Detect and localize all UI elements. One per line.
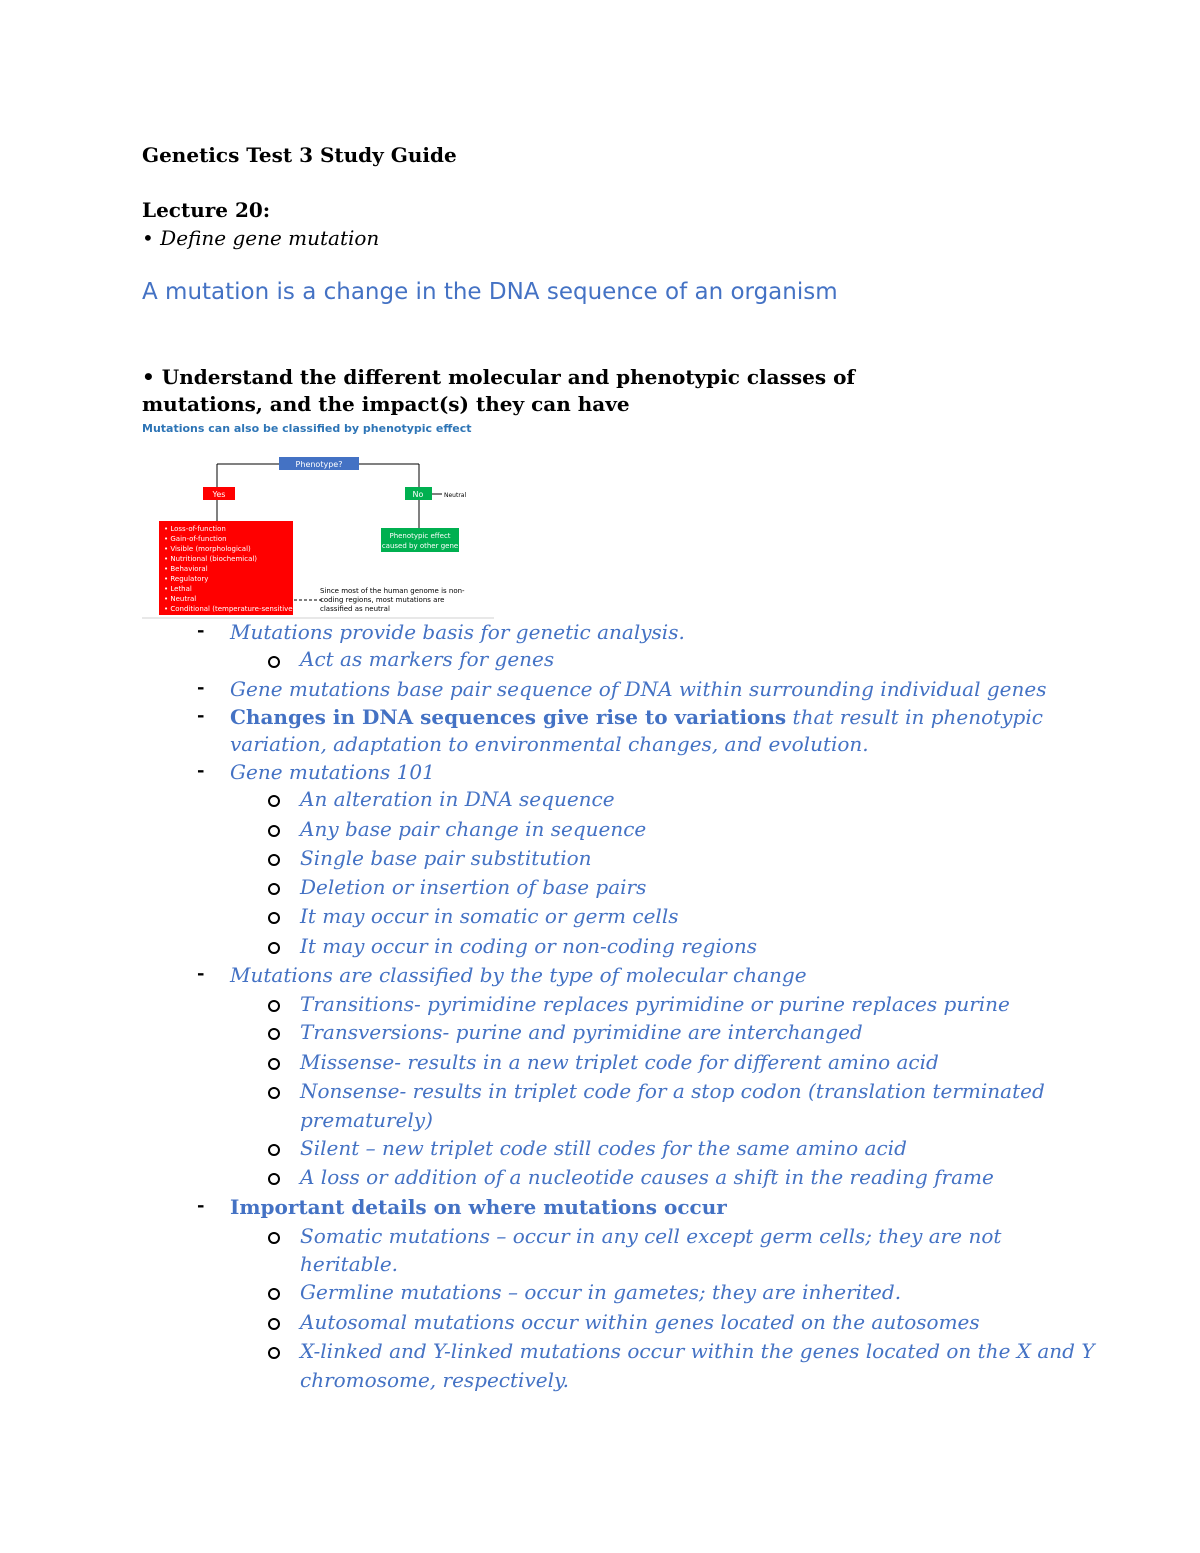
no-result-line-1: Phenotypic effect (389, 532, 451, 540)
bullet-nonsense-line-2: prematurely) (300, 1108, 433, 1132)
bullet-transversions: Transversions- purine and pyrimidine are interchanged (300, 1020, 863, 1044)
bullet-frameshift: A loss or addition of a nucleotide causes a shift in the reading frame (300, 1165, 994, 1189)
circle-bullet (268, 656, 280, 668)
bullet-transitions: Transitions- pyrimidine replaces pyrimidine or purine replaces purine (300, 992, 1010, 1016)
circle-bullet (268, 912, 280, 924)
circle-bullet (268, 1288, 280, 1300)
note-line-1: Since most of the human genome is non- (320, 587, 465, 595)
bullet-somatic-line-2: heritable. (300, 1252, 399, 1276)
dash-bullet: - (197, 677, 205, 698)
yes-class-item: • Loss-of-function (164, 525, 226, 533)
yes-label: Yes (212, 490, 226, 499)
circle-bullet (268, 795, 280, 807)
dash-bullet: - (197, 963, 205, 984)
dash-bullet: - (197, 620, 205, 641)
circle-bullet (268, 883, 280, 895)
definition-answer: A mutation is a change in the DNA sequence of an organism (142, 279, 838, 305)
bullet-nonsense: Nonsense- results in triplet code for a stop codon (translation terminated (300, 1079, 1045, 1103)
bullet-missense: Missense- results in a new triplet code for different amino acid (300, 1050, 939, 1074)
circle-bullet (268, 942, 280, 954)
bullet-base-pair-sequence: Gene mutations base pair sequence of DNA within surrounding individual genes (230, 677, 1047, 701)
no-result-line-2: caused by other gene (381, 542, 459, 550)
lecture-heading: Lecture 20: (142, 198, 271, 222)
yes-class-item: • Lethal (164, 585, 192, 593)
doc-title: Genetics Test 3 Study Guide (142, 143, 457, 167)
bullet-any-change: Any base pair change in sequence (300, 817, 647, 841)
note-line-3: classified as neutral (320, 605, 390, 613)
dash-bullet: - (197, 705, 205, 726)
bullet-markers: Act as markers for genes (300, 647, 555, 671)
yes-class-item: • Regulatory (164, 575, 209, 583)
bullet-coding-regions: It may occur in coding or non-coding regions (300, 934, 757, 958)
no-label: No (412, 490, 424, 499)
variations-strong: Changes in DNA sequences give rise to variations (230, 705, 787, 729)
circle-bullet (268, 825, 280, 837)
root-label: Phenotype? (295, 460, 343, 469)
understand-line-2: mutations, and the impact(s) they can have (142, 392, 630, 416)
dash-bullet: - (197, 760, 205, 781)
neutral-side-label: Neutral (444, 492, 467, 499)
bullet-germline: Germline mutations – occur in gametes; they are inherited. (300, 1280, 902, 1304)
circle-bullet (268, 1173, 280, 1185)
note-line-2: coding regions, most mutations are (320, 596, 445, 604)
bullet-somatic-germ: It may occur in somatic or germ cells (300, 904, 679, 928)
bullet-variations-line-2: variation, adaptation to environmental changes, and evolution. (230, 732, 869, 756)
yes-class-item: • Gain-of-function (164, 535, 227, 543)
bullet-where-occur (230, 1193, 727, 1221)
circle-bullet (268, 1087, 280, 1099)
yes-class-item: • Behavioral (164, 565, 208, 573)
circle-bullet (268, 1232, 280, 1244)
circle-bullet (268, 1000, 280, 1012)
circle-bullet (268, 1028, 280, 1040)
understand-prompt (142, 364, 862, 418)
bullet-autosomal: Autosomal mutations occur within genes located on the autosomes (300, 1310, 980, 1334)
bullet-x-y-linked-line-2: chromosome, respectively. (300, 1368, 569, 1392)
variations-rest: that result in phenotypic (786, 705, 1043, 729)
circle-bullet (268, 854, 280, 866)
circle-bullet (268, 1144, 280, 1156)
bullet-classified: Mutations are classified by the type of molecular change (230, 963, 807, 987)
circle-bullet (268, 1347, 280, 1359)
bullet-basis: Mutations provide basis for genetic analysis. (230, 620, 685, 644)
bullet-somatic: Somatic mutations – occur in any cell except germ cells; they are not (300, 1224, 1002, 1248)
bullet-101: Gene mutations 101 (230, 760, 435, 784)
dash-bullet: - (197, 1195, 205, 1216)
circle-bullet (268, 1318, 280, 1330)
yes-class-item: • Conditional (temperature-sensitive) (164, 605, 296, 613)
bullet-alteration: An alteration in DNA sequence (300, 787, 615, 811)
circle-bullet (268, 1058, 280, 1070)
bullet-x-y-linked: X-linked and Y-linked mutations occur within the genes located on the X and Y (300, 1339, 1095, 1363)
bullet-variations (230, 703, 1043, 731)
figure-caption: Mutations can also be classified by phenotypic effect (142, 422, 472, 435)
bullet-single-substitution: Single base pair substitution (300, 846, 592, 870)
yes-class-item: • Neutral (164, 595, 197, 603)
where-occur-strong: Important details on where mutations occur (230, 1195, 727, 1219)
bullet-deletion-insertion: Deletion or insertion of base pairs (300, 875, 647, 899)
bullet-silent: Silent – new triplet code still codes for the same amino acid (300, 1136, 907, 1160)
yes-class-item: • Nutritional (biochemical) (164, 555, 258, 563)
yes-class-item: • Visible (morphological) (164, 545, 251, 553)
understand-line-1: • Understand the different molecular and phenotypic classes of (142, 365, 856, 389)
phenotype-flowchart (142, 440, 502, 620)
define-prompt: • Define gene mutation (142, 226, 380, 250)
